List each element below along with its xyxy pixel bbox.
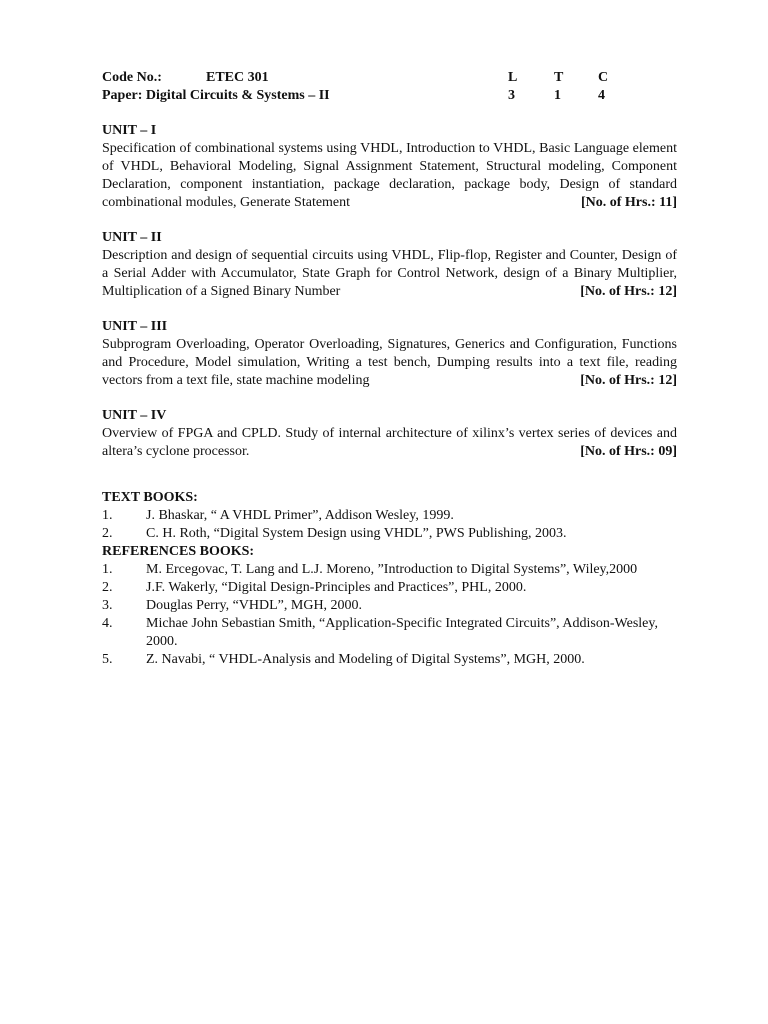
tutorial-label: T xyxy=(554,70,564,85)
item-text: C. H. Roth, “Digital System Design using VHDL”, PWS Publishing, 2003. xyxy=(146,526,567,541)
lecture-label: L xyxy=(508,70,518,85)
item-number: 1. xyxy=(102,562,113,577)
unit-2 xyxy=(102,229,677,301)
unit-text: Description and design of sequential circuits using VHDL, Flip-flop, Register and Counter, Design of a Serial Adder with Accumulator, State Graph for Control Network, design of a Binary Multiplier, Multiplication of a Signed Binary Number xyxy=(102,248,677,299)
item-number: 2. xyxy=(102,580,113,595)
unit-description xyxy=(102,425,677,461)
unit-hours: [No. of Hrs.: 11] xyxy=(580,195,677,210)
item-text: Z. Navabi, “ VHDL-Analysis and Modeling of Digital Systems”, MGH, 2000. xyxy=(146,652,585,667)
paper-row xyxy=(102,87,677,105)
paper-title: Paper: Digital Circuits & Systems – II xyxy=(102,88,330,103)
credit-value: 4 xyxy=(598,88,605,103)
reference-books-title: REFERENCES BOOKS: xyxy=(102,544,255,559)
unit-text: Subprogram Overloading, Operator Overloading, Signatures, Generics and Configuration, Functions and Procedure, Model simulation, Writing a test bench, Dumping results into a text file, reading vectors from a text file, state machine modeling xyxy=(102,337,677,388)
code-label: Code No.: xyxy=(102,70,162,85)
list-item xyxy=(102,597,677,615)
lecture-value: 3 xyxy=(508,88,515,103)
unit-1 xyxy=(102,122,677,212)
unit-hours: [No. of Hrs.: 12] xyxy=(580,373,677,388)
list-item xyxy=(102,561,677,579)
unit-title: UNIT – IV xyxy=(102,408,167,423)
unit-hours: [No. of Hrs.: 12] xyxy=(580,284,677,299)
syllabus-page xyxy=(102,69,677,669)
text-books-section xyxy=(102,489,677,669)
unit-text: Specification of combinational systems using VHDL, Introduction to VHDL, Basic Language element of VHDL, Behavioral Modeling, Signal Assignment Statement, Structural modeling, Component Declaration, component instantiation, package declaration, package body, Design of standard combinational modules, Generate Statement xyxy=(102,141,677,210)
item-text: M. Ercegovac, T. Lang and L.J. Moreno, ”Introduction to Digital Systems”, Wiley,2000 xyxy=(146,562,638,577)
item-text: J.F. Wakerly, “Digital Design-Principles and Practices”, PHL, 2000. xyxy=(146,580,527,595)
unit-4 xyxy=(102,407,677,461)
unit-description xyxy=(102,140,677,212)
item-number: 4. xyxy=(102,616,113,631)
list-item xyxy=(102,525,677,543)
list-item xyxy=(102,579,677,597)
unit-3 xyxy=(102,318,677,390)
item-number: 2. xyxy=(102,526,113,541)
unit-title: UNIT – II xyxy=(102,230,162,245)
item-text: Douglas Perry, “VHDL”, MGH, 2000. xyxy=(146,598,363,613)
item-number: 5. xyxy=(102,652,113,667)
unit-description xyxy=(102,336,677,390)
list-item xyxy=(102,615,677,651)
list-item xyxy=(102,507,677,525)
item-text: J. Bhaskar, “ A VHDL Primer”, Addison Wesley, 1999. xyxy=(146,508,454,523)
course-code: ETEC 301 xyxy=(206,70,269,85)
item-number: 1. xyxy=(102,508,113,523)
item-number: 3. xyxy=(102,598,113,613)
unit-title: UNIT – III xyxy=(102,319,168,334)
item-text: Michae John Sebastian Smith, “Application-Specific Integrated Circuits”, Addison-Wesley, 2000. xyxy=(146,616,658,649)
text-books-title: TEXT BOOKS: xyxy=(102,490,198,505)
tutorial-value: 1 xyxy=(554,88,561,103)
unit-text: Overview of FPGA and CPLD. Study of internal architecture of xilinx’s vertex series of devices and altera’s cyclone processor. xyxy=(102,426,677,459)
unit-description xyxy=(102,247,677,301)
credit-label: C xyxy=(598,70,609,85)
unit-title: UNIT – I xyxy=(102,123,157,138)
unit-hours: [No. of Hrs.: 09] xyxy=(580,444,677,459)
code-row xyxy=(102,69,677,87)
list-item xyxy=(102,651,677,669)
